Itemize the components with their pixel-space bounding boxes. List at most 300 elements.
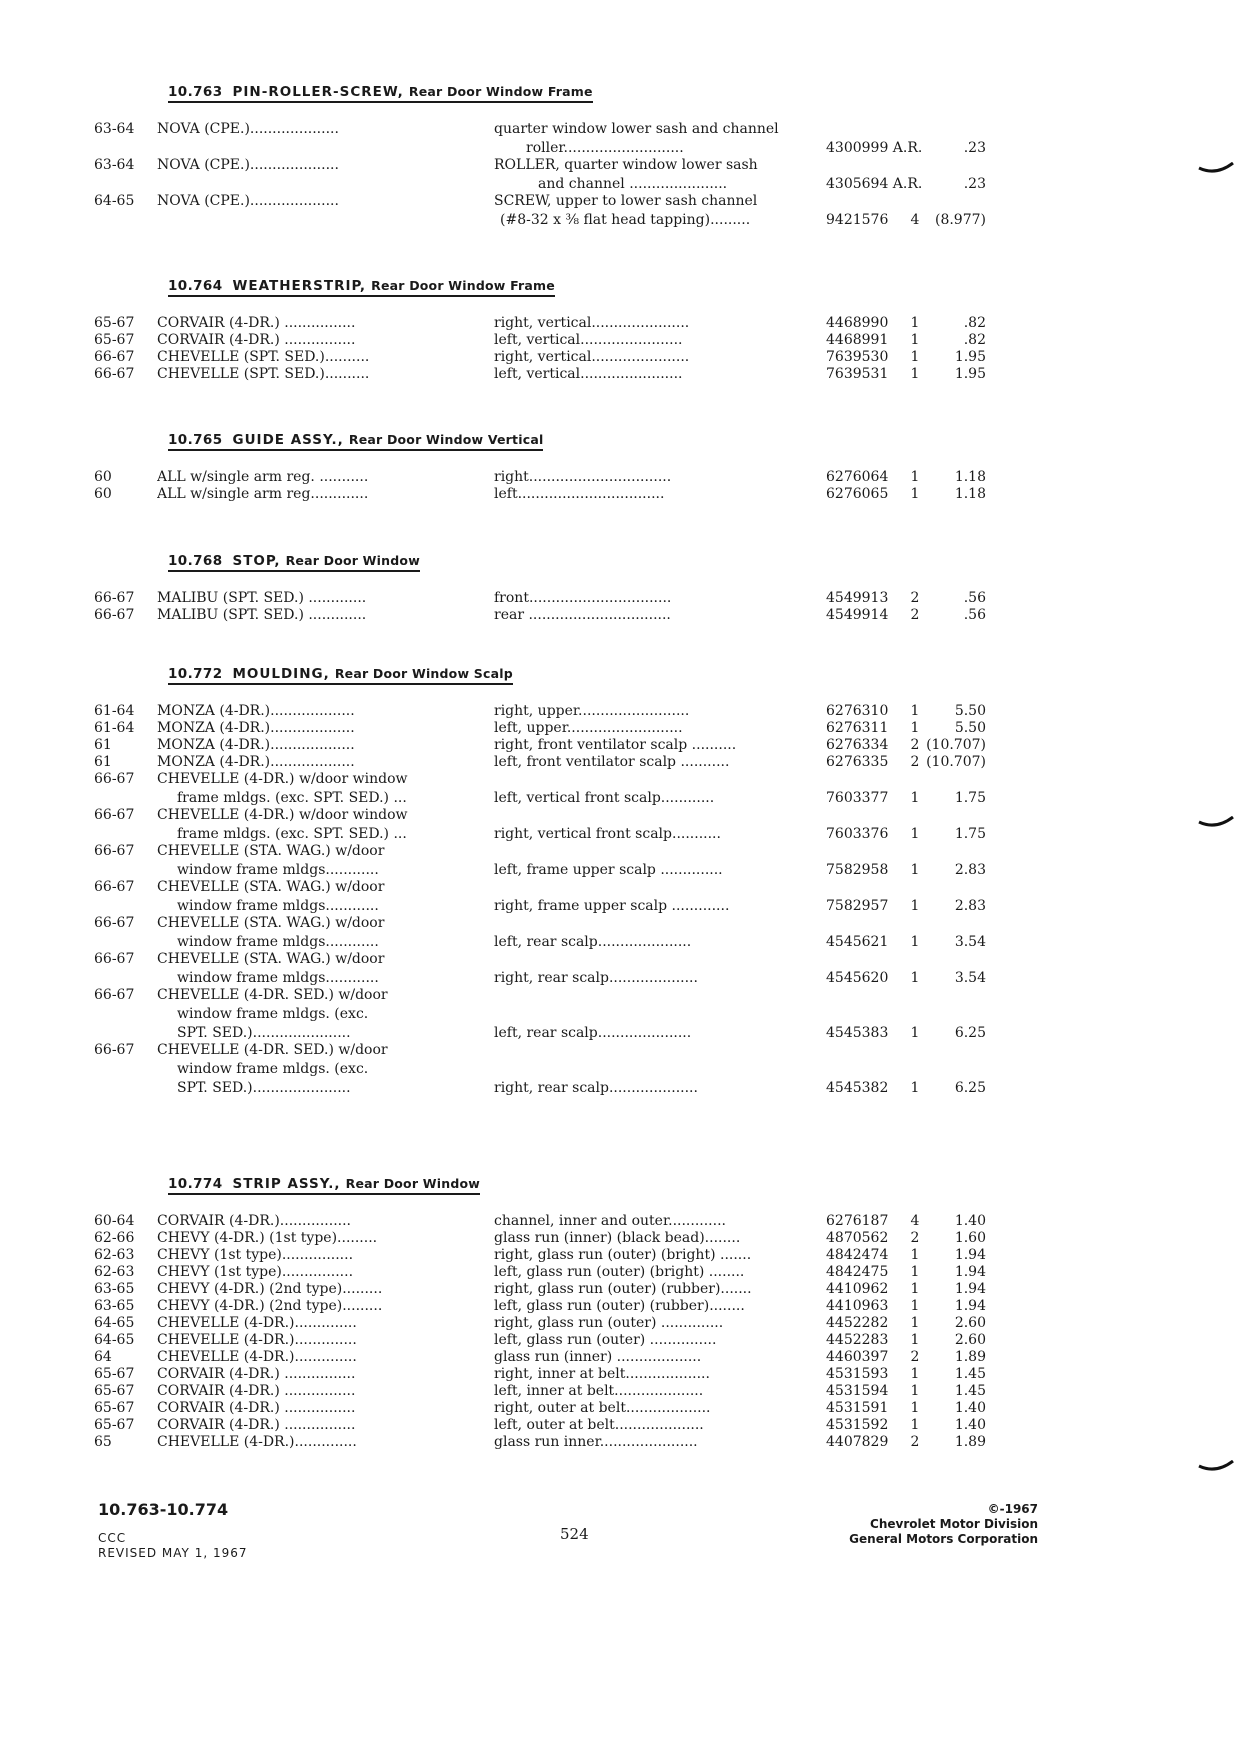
description-cell xyxy=(494,485,814,504)
table-row xyxy=(94,1229,1014,1247)
section-heading xyxy=(168,278,555,297)
model-text: CHEVELLE (4-DR. SED.) w/door xyxy=(157,1042,388,1058)
description-text: right, outer at belt................... xyxy=(494,1400,711,1416)
table-row xyxy=(94,719,1014,737)
price: 1.18 xyxy=(954,486,986,502)
footer-copyright: ©-1967 xyxy=(987,1502,1038,1516)
table-row xyxy=(94,1399,1014,1417)
model-text: frame mldgs. (exc. SPT. SED.) ... xyxy=(177,826,407,842)
model-year: 62-66 xyxy=(94,1230,135,1246)
parts-table xyxy=(94,314,1014,382)
description-cell xyxy=(494,192,814,230)
price: 2.83 xyxy=(954,862,986,878)
table-row xyxy=(94,950,1014,987)
parts-table xyxy=(94,702,1014,1096)
model-year: 62-63 xyxy=(94,1247,135,1263)
part-number: 7603376 xyxy=(826,826,889,842)
table-row xyxy=(94,1212,1014,1230)
section-number: 10.764 xyxy=(168,278,223,294)
model-text: CHEVY (4-DR.) (2nd type)......... xyxy=(157,1298,383,1314)
quantity: 2 xyxy=(910,1434,920,1450)
model-text: MONZA (4-DR.)................... xyxy=(157,737,355,753)
description-text: left, glass run (outer) ............... xyxy=(494,1332,717,1348)
table-row xyxy=(94,1297,1014,1315)
model-cell xyxy=(157,986,447,1043)
part-number: 7582957 xyxy=(826,898,889,914)
description-cell xyxy=(494,156,814,194)
description-text: left, outer at belt.................... xyxy=(494,1417,704,1433)
price: 3.54 xyxy=(954,970,986,986)
description-text: right, front ventilator scalp .......... xyxy=(494,737,737,753)
price: 1.94 xyxy=(954,1264,986,1280)
quantity: 2 xyxy=(910,737,920,753)
model-text: CHEVELLE (SPT. SED.).......... xyxy=(157,366,370,382)
model-year: 63-64 xyxy=(94,121,135,137)
description-text: channel, inner and outer............. xyxy=(494,1213,726,1229)
section-heading xyxy=(168,553,420,572)
table-row xyxy=(94,1246,1014,1264)
quantity: 2 xyxy=(910,1230,920,1246)
price: .56 xyxy=(963,607,986,623)
section-number: 10.772 xyxy=(168,666,223,682)
price: (10.707) xyxy=(926,737,986,753)
section-title: PIN-ROLLER-SCREW, xyxy=(232,84,404,100)
model-year: 66-67 xyxy=(94,590,135,606)
model-text: CHEVELLE (4-DR.) w/door window xyxy=(157,807,408,823)
model-year: 60-64 xyxy=(94,1213,135,1229)
price: 1.40 xyxy=(954,1417,986,1433)
table-row xyxy=(94,1263,1014,1281)
quantity: 1 xyxy=(910,349,920,365)
description-text: right, glass run (outer) .............. xyxy=(494,1315,724,1331)
description-text: left, vertical front scalp............ xyxy=(494,790,715,806)
part-number: 6276187 xyxy=(826,1213,889,1229)
price: 6.25 xyxy=(954,1025,986,1041)
section-title: STOP, xyxy=(232,553,281,569)
model-year: 66-67 xyxy=(94,987,135,1003)
model-year: 66-67 xyxy=(94,843,135,859)
part-number: 4545620 xyxy=(826,970,889,986)
table-row xyxy=(94,365,1014,383)
description-text: rear ................................ xyxy=(494,607,671,623)
description-text: right, inner at belt................... xyxy=(494,1366,710,1382)
section-number: 10.774 xyxy=(168,1176,223,1192)
table-row xyxy=(94,1314,1014,1332)
model-cell xyxy=(157,950,447,988)
price: 2.60 xyxy=(954,1315,986,1331)
price: 3.54 xyxy=(954,934,986,950)
quantity: 1 xyxy=(910,898,920,914)
quantity: 1 xyxy=(910,1417,920,1433)
part-number: 4300999 A.R. xyxy=(826,140,923,156)
price: 1.75 xyxy=(954,826,986,842)
description-text: glass run (inner) ................... xyxy=(494,1349,702,1365)
part-number: 6276311 xyxy=(826,720,889,736)
model-text: CHEVELLE (STA. WAG.) w/door xyxy=(157,879,385,895)
footer-left xyxy=(98,1500,248,1561)
model-text: CHEVELLE (4-DR. SED.) w/door xyxy=(157,987,388,1003)
price: 1.94 xyxy=(954,1298,986,1314)
section-heading xyxy=(168,1176,480,1195)
description-text: right................................ xyxy=(494,469,672,485)
model-year: 66-67 xyxy=(94,807,135,823)
table-row xyxy=(94,192,1014,229)
model-year: 65-67 xyxy=(94,1383,135,1399)
section-subtitle: Rear Door Window Vertical xyxy=(348,432,544,447)
quantity: 1 xyxy=(910,826,920,842)
description-text: left, vertical....................... xyxy=(494,332,683,348)
part-number: 6276335 xyxy=(826,754,889,770)
model-year: 61 xyxy=(94,737,112,753)
section-subtitle: Rear Door Window Frame xyxy=(408,84,593,99)
section-subtitle: Rear Door Window Scalp xyxy=(334,666,513,681)
model-cell xyxy=(157,878,447,916)
quantity: 1 xyxy=(910,1298,920,1314)
description-text: left, vertical....................... xyxy=(494,366,683,382)
price: 1.75 xyxy=(954,790,986,806)
model-year: 66-67 xyxy=(94,349,135,365)
model-text: MALIBU (SPT. SED.) ............. xyxy=(157,590,367,606)
model-year: 66-67 xyxy=(94,366,135,382)
binding-tick-mark xyxy=(1198,162,1234,174)
model-year: 61 xyxy=(94,754,112,770)
section-subtitle: Rear Door Window Frame xyxy=(371,278,555,293)
quantity: 1 xyxy=(910,1400,920,1416)
parts-table xyxy=(94,120,1014,228)
model-text: CORVAIR (4-DR.) ................ xyxy=(157,1400,356,1416)
quantity: 1 xyxy=(910,934,920,950)
section-number: 10.768 xyxy=(168,553,223,569)
model-year: 66-67 xyxy=(94,951,135,967)
description-cell xyxy=(494,606,814,625)
model-text: CORVAIR (4-DR.) ................ xyxy=(157,1366,356,1382)
footer-revised: REVISED MAY 1, 1967 xyxy=(98,1546,248,1560)
quantity: 2 xyxy=(910,754,920,770)
model-text: window frame mldgs............ xyxy=(177,934,379,950)
model-cell xyxy=(157,120,447,139)
model-text: CHEVY (4-DR.) (1st type)......... xyxy=(157,1230,378,1246)
model-year: 64-65 xyxy=(94,193,135,209)
table-row xyxy=(94,753,1014,771)
price: (8.977) xyxy=(934,212,986,228)
quantity: 1 xyxy=(910,1264,920,1280)
model-text: CHEVY (4-DR.) (2nd type)......... xyxy=(157,1281,383,1297)
description-text: right, vertical front scalp........... xyxy=(494,826,721,842)
price: 1.40 xyxy=(954,1400,986,1416)
model-year: 66-67 xyxy=(94,771,135,787)
quantity: 1 xyxy=(910,970,920,986)
footer-code: CCC xyxy=(98,1531,127,1545)
quantity: 4 xyxy=(910,212,920,228)
footer-division: Chevrolet Motor Division xyxy=(870,1517,1038,1531)
description-text: left................................. xyxy=(494,486,665,502)
part-number: 7639530 xyxy=(826,349,889,365)
table-row xyxy=(94,1433,1014,1451)
page-number: 524 xyxy=(560,1525,589,1543)
quantity: 1 xyxy=(910,1332,920,1348)
description-cell xyxy=(494,365,814,384)
price: 1.94 xyxy=(954,1281,986,1297)
model-text: SPT. SED.)...................... xyxy=(177,1080,351,1096)
table-row xyxy=(94,1365,1014,1383)
model-text: window frame mldgs. (exc. xyxy=(177,1006,369,1022)
footer-range: 10.763-10.774 xyxy=(98,1500,229,1519)
model-cell xyxy=(157,914,447,952)
price: .82 xyxy=(963,315,986,331)
quantity: 1 xyxy=(910,862,920,878)
description-cell xyxy=(494,120,814,158)
model-year: 62-63 xyxy=(94,1264,135,1280)
table-row xyxy=(94,1331,1014,1349)
table-row xyxy=(94,1416,1014,1434)
part-number: 4842475 xyxy=(826,1264,889,1280)
model-year: 65-67 xyxy=(94,1400,135,1416)
model-year: 66-67 xyxy=(94,879,135,895)
part-number: 4545621 xyxy=(826,934,889,950)
model-text: MONZA (4-DR.)................... xyxy=(157,754,355,770)
description-text: right, vertical...................... xyxy=(494,315,690,331)
quantity: 1 xyxy=(910,1080,920,1096)
price: 1.60 xyxy=(954,1230,986,1246)
part-number: 7603377 xyxy=(826,790,889,806)
part-number: 6276064 xyxy=(826,469,889,485)
model-cell xyxy=(157,1041,447,1098)
model-year: 60 xyxy=(94,486,112,502)
part-number: 4545383 xyxy=(826,1025,889,1041)
binding-tick-mark xyxy=(1198,816,1234,828)
part-number: 4531593 xyxy=(826,1366,889,1382)
model-text: window frame mldgs............ xyxy=(177,970,379,986)
parts-table xyxy=(94,589,1014,623)
part-number: 4410962 xyxy=(826,1281,889,1297)
price: .23 xyxy=(963,140,986,156)
description-text: front................................ xyxy=(494,590,672,606)
model-cell xyxy=(157,1433,447,1452)
section-title: STRIP ASSY., xyxy=(232,1176,341,1192)
part-number: 4452282 xyxy=(826,1315,889,1331)
price: (10.707) xyxy=(926,754,986,770)
description-text: left, glass run (outer) (rubber)........ xyxy=(494,1298,745,1314)
table-row xyxy=(94,1280,1014,1298)
description-text: and channel ...................... xyxy=(538,176,728,192)
description-text: SCREW, upper to lower sash channel xyxy=(494,193,758,209)
part-number: 4531591 xyxy=(826,1400,889,1416)
table-row xyxy=(94,914,1014,951)
description-text: right, frame upper scalp ............. xyxy=(494,898,730,914)
model-text: window frame mldgs............ xyxy=(177,898,379,914)
model-year: 64-65 xyxy=(94,1315,135,1331)
part-number: 4452283 xyxy=(826,1332,889,1348)
description-text: quarter window lower sash and channel xyxy=(494,121,779,137)
section-heading xyxy=(168,432,543,451)
description-cell xyxy=(494,1079,814,1098)
model-cell xyxy=(157,842,447,880)
model-year: 63-65 xyxy=(94,1281,135,1297)
description-text: left, upper.......................... xyxy=(494,720,683,736)
part-number: 9421576 xyxy=(826,212,889,228)
section-heading xyxy=(168,666,513,685)
description-text: left, rear scalp..................... xyxy=(494,934,692,950)
quantity: 4 xyxy=(910,1213,920,1229)
model-year: 65-67 xyxy=(94,1366,135,1382)
description-text: left, glass run (outer) (bright) ........ xyxy=(494,1264,745,1280)
model-year: 65-67 xyxy=(94,1417,135,1433)
model-year: 66-67 xyxy=(94,915,135,931)
part-number: 6276065 xyxy=(826,486,889,502)
table-row xyxy=(94,1382,1014,1400)
model-text: CORVAIR (4-DR.) ................ xyxy=(157,315,356,331)
description-text: ROLLER, quarter window lower sash xyxy=(494,157,758,173)
model-cell xyxy=(157,606,447,625)
parts-table xyxy=(94,468,1014,502)
model-cell xyxy=(157,485,447,504)
section-subtitle: Rear Door Window xyxy=(285,553,420,568)
model-year: 64-65 xyxy=(94,1332,135,1348)
description-text: left, frame upper scalp .............. xyxy=(494,862,723,878)
model-text: window frame mldgs............ xyxy=(177,862,379,878)
description-text: left, rear scalp..................... xyxy=(494,1025,692,1041)
model-text: CHEVELLE (4-DR.).............. xyxy=(157,1434,357,1450)
quantity: 2 xyxy=(910,607,920,623)
description-text: right, rear scalp.................... xyxy=(494,970,698,986)
table-row xyxy=(94,606,1014,624)
table-row xyxy=(94,120,1014,157)
price: 5.50 xyxy=(954,703,986,719)
description-text: right, upper......................... xyxy=(494,703,690,719)
model-text: SPT. SED.)...................... xyxy=(177,1025,351,1041)
description-text: roller........................... xyxy=(526,140,684,156)
part-number: 6276310 xyxy=(826,703,889,719)
quantity: 1 xyxy=(910,1366,920,1382)
price: 1.45 xyxy=(954,1366,986,1382)
model-text: CHEVELLE (STA. WAG.) w/door xyxy=(157,951,385,967)
quantity: 1 xyxy=(910,332,920,348)
part-number: 4305694 A.R. xyxy=(826,176,923,192)
model-text: CHEVELLE (SPT. SED.).......... xyxy=(157,349,370,365)
quantity: 1 xyxy=(910,790,920,806)
section-number: 10.763 xyxy=(168,84,223,100)
description-text: right, glass run (outer) (bright) ....... xyxy=(494,1247,752,1263)
quantity: 1 xyxy=(910,366,920,382)
part-number: 4460397 xyxy=(826,1349,889,1365)
table-row xyxy=(94,468,1014,486)
table-row xyxy=(94,348,1014,366)
model-text: CHEVELLE (4-DR.).............. xyxy=(157,1332,357,1348)
model-text: CHEVELLE (STA. WAG.) w/door xyxy=(157,843,385,859)
model-text: CHEVELLE (STA. WAG.) w/door xyxy=(157,915,385,931)
part-number: 4549914 xyxy=(826,607,889,623)
part-number: 4549913 xyxy=(826,590,889,606)
quantity: 1 xyxy=(910,315,920,331)
price: 2.83 xyxy=(954,898,986,914)
parts-table xyxy=(94,1212,1014,1450)
table-row xyxy=(94,770,1014,807)
binding-tick-mark xyxy=(1198,1460,1234,1472)
description-text: right, glass run (outer) (rubber)....... xyxy=(494,1281,752,1297)
model-year: 61-64 xyxy=(94,703,135,719)
quantity: 2 xyxy=(910,1349,920,1365)
part-number: 4531592 xyxy=(826,1417,889,1433)
table-row xyxy=(94,156,1014,193)
quantity: 1 xyxy=(910,703,920,719)
table-row xyxy=(94,331,1014,349)
model-year: 63-65 xyxy=(94,1298,135,1314)
model-text: CORVAIR (4-DR.) ................ xyxy=(157,1417,356,1433)
model-year: 63-64 xyxy=(94,157,135,173)
price: 1.95 xyxy=(954,349,986,365)
model-year: 60 xyxy=(94,469,112,485)
model-cell xyxy=(157,365,447,384)
model-text: MONZA (4-DR.)................... xyxy=(157,720,355,736)
model-text: ALL w/single arm reg............. xyxy=(157,486,369,502)
table-row xyxy=(94,702,1014,720)
price: 1.95 xyxy=(954,366,986,382)
quantity: 1 xyxy=(910,720,920,736)
description-cell xyxy=(494,1433,814,1452)
table-row xyxy=(94,842,1014,879)
model-text: CORVAIR (4-DR.)................ xyxy=(157,1213,352,1229)
model-text: CHEVELLE (4-DR.).............. xyxy=(157,1315,357,1331)
model-text: MALIBU (SPT. SED.) ............. xyxy=(157,607,367,623)
quantity: 1 xyxy=(910,1025,920,1041)
model-text: CHEVY (1st type)................ xyxy=(157,1264,354,1280)
part-number: 4545382 xyxy=(826,1080,889,1096)
price: 1.45 xyxy=(954,1383,986,1399)
model-text: CHEVY (1st type)................ xyxy=(157,1247,354,1263)
footer-right xyxy=(849,1502,1038,1547)
model-cell xyxy=(157,806,447,844)
model-year: 61-64 xyxy=(94,720,135,736)
model-text: CHEVELLE (4-DR.).............. xyxy=(157,1349,357,1365)
price: 1.89 xyxy=(954,1434,986,1450)
model-year: 65 xyxy=(94,1434,112,1450)
description-text: (#8-32 x ⅜ flat head tapping)......... xyxy=(500,212,751,228)
table-row xyxy=(94,589,1014,607)
quantity: 1 xyxy=(910,1383,920,1399)
price: 5.50 xyxy=(954,720,986,736)
footer-corporation: General Motors Corporation xyxy=(849,1532,1038,1546)
quantity: 1 xyxy=(910,1281,920,1297)
part-number: 4410963 xyxy=(826,1298,889,1314)
price: 2.60 xyxy=(954,1332,986,1348)
quantity: 1 xyxy=(910,1315,920,1331)
description-text: glass run inner...................... xyxy=(494,1434,698,1450)
part-number: 4531594 xyxy=(826,1383,889,1399)
table-row xyxy=(94,1348,1014,1366)
part-number: 4842474 xyxy=(826,1247,889,1263)
model-text: MONZA (4-DR.)................... xyxy=(157,703,355,719)
quantity: 1 xyxy=(910,1247,920,1263)
model-cell xyxy=(157,156,447,175)
part-number: 4468991 xyxy=(826,332,889,348)
table-row xyxy=(94,878,1014,915)
part-number: 6276334 xyxy=(826,737,889,753)
model-year: 65-67 xyxy=(94,332,135,348)
model-text: frame mldgs. (exc. SPT. SED.) ... xyxy=(177,790,407,806)
model-text: CORVAIR (4-DR.) ................ xyxy=(157,332,356,348)
model-text: CHEVELLE (4-DR.) w/door window xyxy=(157,771,408,787)
description-text: right, vertical...................... xyxy=(494,349,690,365)
part-number: 4468990 xyxy=(826,315,889,331)
description-text: left, front ventilator scalp ........... xyxy=(494,754,730,770)
price: .23 xyxy=(963,176,986,192)
model-text: window frame mldgs. (exc. xyxy=(177,1061,369,1077)
table-row xyxy=(94,314,1014,332)
model-year: 66-67 xyxy=(94,607,135,623)
model-text: NOVA (CPE.).................... xyxy=(157,121,339,137)
price: 1.89 xyxy=(954,1349,986,1365)
table-row xyxy=(94,485,1014,503)
